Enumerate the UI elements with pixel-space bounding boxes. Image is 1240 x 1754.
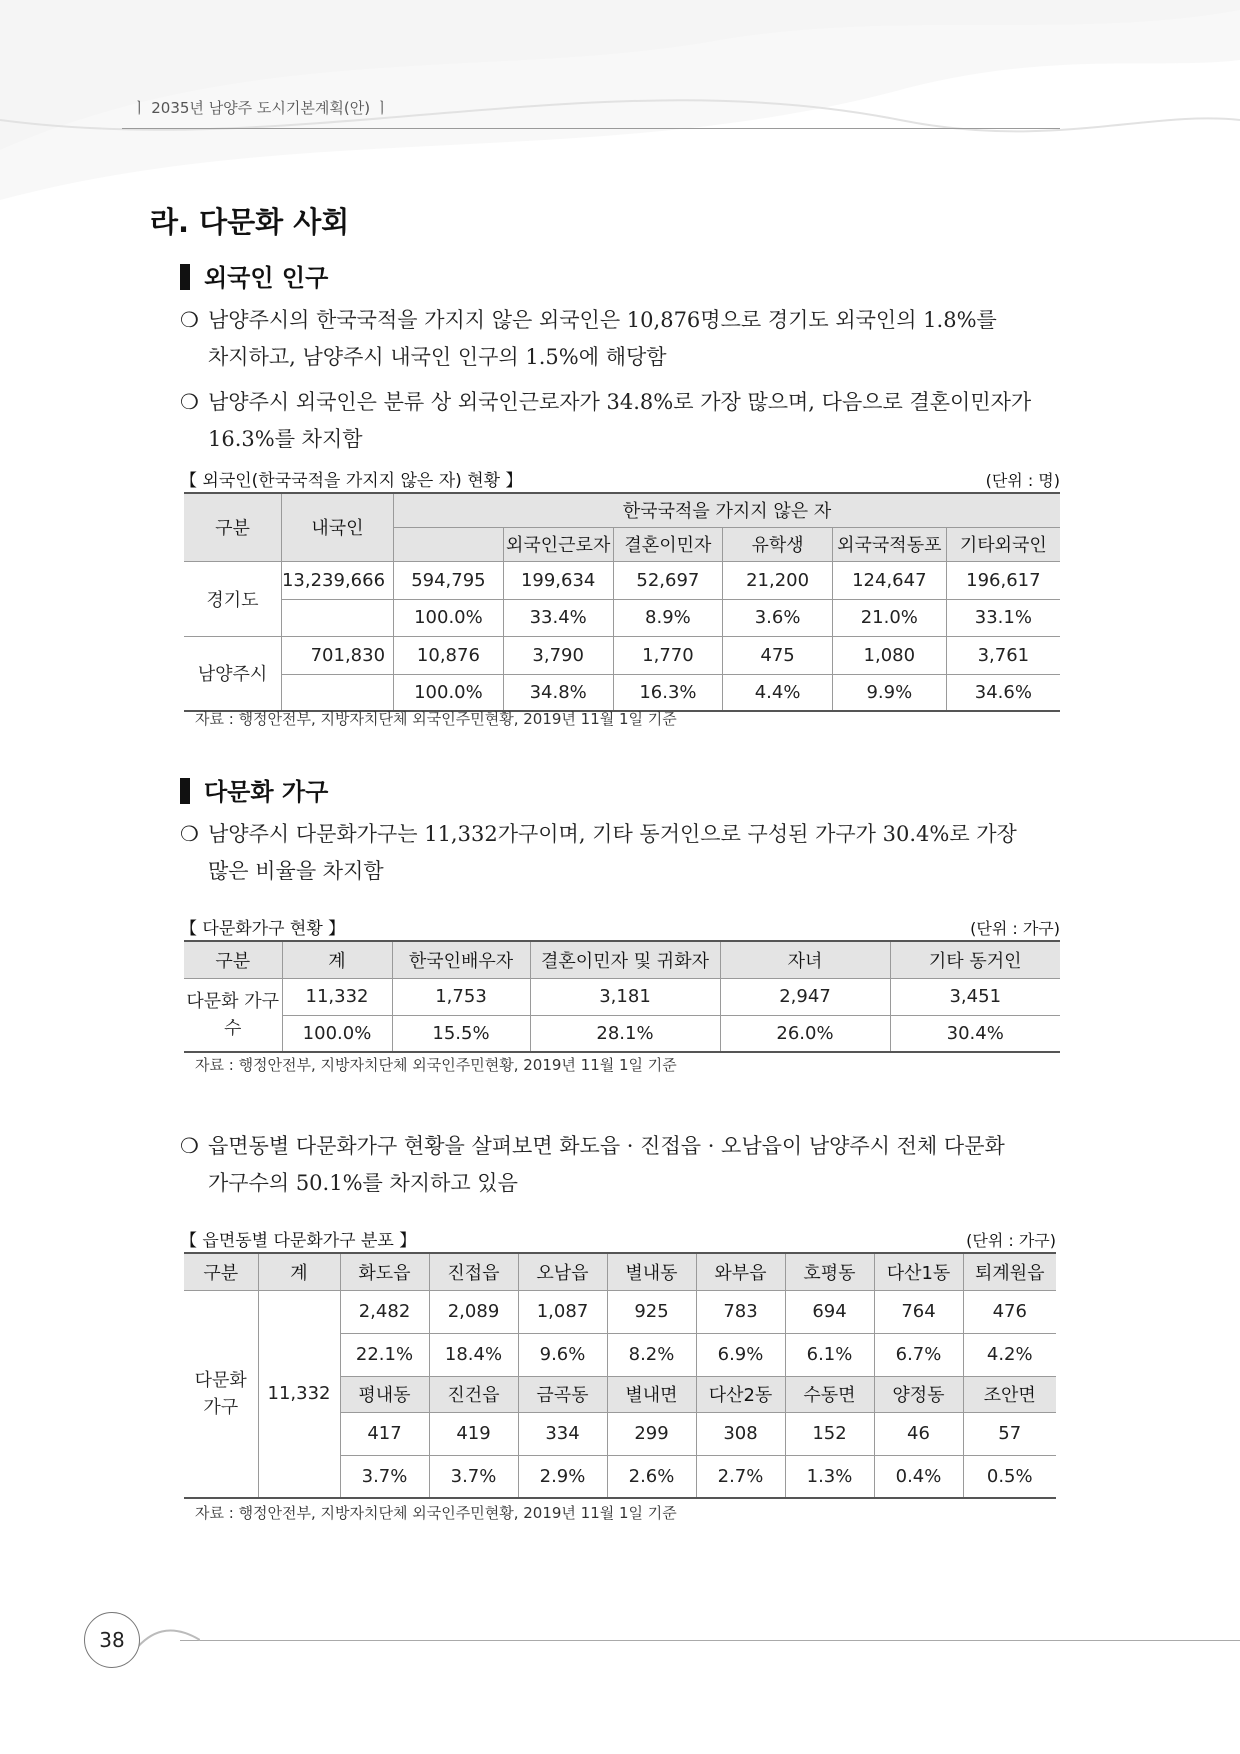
cell: 2,089 [429, 1290, 518, 1333]
cell: 925 [607, 1290, 696, 1333]
header-total: 계 [258, 1253, 340, 1290]
header-col: 한국인배우자 [392, 941, 530, 978]
cell: 124,647 [832, 561, 946, 599]
cell: 694 [785, 1290, 874, 1333]
cell: 3.7% [340, 1455, 429, 1498]
cell: 701,830 [281, 636, 393, 674]
cell: 3,790 [503, 636, 613, 674]
district-name: 별내면 [607, 1376, 696, 1412]
cell: 2.9% [518, 1455, 607, 1498]
cell: 26.0% [720, 1015, 890, 1052]
cell: 9.6% [518, 1333, 607, 1376]
cell: 57 [963, 1412, 1056, 1455]
cell: 476 [963, 1290, 1056, 1333]
cell: 8.2% [607, 1333, 696, 1376]
cell: 1,770 [613, 636, 723, 674]
cell: 475 [723, 636, 833, 674]
cell: 1,080 [832, 636, 946, 674]
cell: 152 [785, 1412, 874, 1455]
header-col: 결혼이민자 및 귀화자 [530, 941, 720, 978]
cell: 0.4% [874, 1455, 963, 1498]
cell: 308 [696, 1412, 785, 1455]
cell: 1,087 [518, 1290, 607, 1333]
section-title: 라. 다문화 사회 [150, 205, 350, 239]
cell: 100.0% [394, 599, 504, 636]
cell: 11,332 [282, 978, 392, 1015]
district-name: 와부읍 [696, 1253, 785, 1290]
table-source-district: 자료 : 행정안전부, 지방자치단체 외국인주민현황, 2019년 11월 1일 기준 [195, 1504, 677, 1522]
cell: 34.6% [946, 674, 1060, 711]
cell: 2,947 [720, 978, 890, 1015]
table-caption-foreign: 【 외국인(한국국적을 가지지 않은 자) 현황 】 [180, 471, 523, 491]
header-rule [122, 128, 1060, 129]
cell: 783 [696, 1290, 785, 1333]
header-col: 외국인근로자 [503, 527, 613, 561]
cell: 46 [874, 1412, 963, 1455]
district-name: 진건읍 [429, 1376, 518, 1412]
district-name: 수동면 [785, 1376, 874, 1412]
cell: 21.0% [832, 599, 946, 636]
cell: 1,753 [392, 978, 530, 1015]
cell: 33.1% [946, 599, 1060, 636]
cell: 33.4% [503, 599, 613, 636]
cell: 419 [429, 1412, 518, 1455]
table-row [184, 674, 1060, 711]
district-name: 오남읍 [518, 1253, 607, 1290]
heading-bar-icon [180, 778, 190, 804]
cell: 10,876 [394, 636, 504, 674]
table-caption-multicultural: 【 다문화가구 현황 】 [180, 919, 346, 939]
cell: 6.1% [785, 1333, 874, 1376]
table-row [184, 561, 1060, 599]
district-name: 다산2동 [696, 1376, 785, 1412]
district-name: 별내동 [607, 1253, 696, 1290]
heading-bar-icon [180, 264, 190, 290]
cell: 3,451 [890, 978, 1060, 1015]
district-name: 퇴계원읍 [963, 1253, 1056, 1290]
paragraph-district: ❍ 읍면동별 다문화가구 현황을 살펴보면 화도읍 · 진접읍 · 오남읍이 남양주시 전체 다문화 가구수의 50.1%를 차지하고 있음 [180, 1134, 1005, 1195]
header-col: 외국국적동포 [832, 527, 946, 561]
cell: 196,617 [946, 561, 1060, 599]
table-row [184, 636, 1060, 674]
table-caption-district: 【 읍면동별 다문화가구 분포 】 [180, 1231, 417, 1251]
cell: 34.8% [503, 674, 613, 711]
cell: 2,482 [340, 1290, 429, 1333]
table-source-foreign: 자료 : 행정안전부, 지방자치단체 외국인주민현황, 2019년 11월 1일 기준 [195, 710, 677, 728]
header-col: 기타 동거인 [890, 941, 1060, 978]
cell: 100.0% [282, 1015, 392, 1052]
header-col: 자녀 [720, 941, 890, 978]
header-gubun: 구분 [184, 1253, 258, 1290]
row-label: 다문화 가구 [184, 1290, 258, 1498]
header-col: 결혼이민자 [613, 527, 723, 561]
cell: 6.9% [696, 1333, 785, 1376]
foreign-population-table [184, 492, 1060, 712]
paragraph-foreign-1: ❍ 남양주시의 한국국적을 가지지 않은 외국인은 10,876명으로 경기도 외국인의 1.8%를 차지하고, 남양주시 내국인 인구의 1.5%에 해당함 [180, 308, 997, 369]
table-unit-foreign: (단위 : 명) [985, 471, 1060, 490]
district-name: 진접읍 [429, 1253, 518, 1290]
cell: 0.5% [963, 1455, 1056, 1498]
header-blank [394, 527, 504, 561]
cell: 16.3% [613, 674, 723, 711]
cell: 2.7% [696, 1455, 785, 1498]
paragraph-foreign-2: ❍ 남양주시 외국인은 분류 상 외국인근로자가 34.8%로 가장 많으며, 다음으로 결혼이민자가 16.3%를 차지함 [180, 390, 1032, 451]
district-name: 호평동 [785, 1253, 874, 1290]
total-cell: 11,332 [258, 1290, 340, 1498]
subsection-heading-foreign: 외국인 인구 [180, 258, 328, 293]
header-col: 유학생 [723, 527, 833, 561]
cell: 3.7% [429, 1455, 518, 1498]
table-source-multicultural: 자료 : 행정안전부, 지방자치단체 외국인주민현황, 2019년 11월 1일 기준 [195, 1056, 677, 1074]
cell: 9.9% [832, 674, 946, 711]
cell: 764 [874, 1290, 963, 1333]
header-gubun: 구분 [184, 493, 281, 561]
cell: 21,200 [723, 561, 833, 599]
cell: 30.4% [890, 1015, 1060, 1052]
district-name: 조안면 [963, 1376, 1056, 1412]
cell: 15.5% [392, 1015, 530, 1052]
table-row [184, 599, 1060, 636]
cell: 13,239,666 [281, 561, 393, 599]
cell: 199,634 [503, 561, 613, 599]
district-name: 양정동 [874, 1376, 963, 1412]
footer-rule [180, 1640, 1240, 1641]
cell: 1.3% [785, 1455, 874, 1498]
paragraph-multicultural: ❍ 남양주시 다문화가구는 11,332가구이며, 기타 동거인으로 구성된 가구가 30.4%로 가장 많은 비율을 차지함 [180, 822, 1017, 883]
cell: 4.4% [723, 674, 833, 711]
table-row [184, 978, 1060, 1015]
cell: 2.6% [607, 1455, 696, 1498]
district-name: 금곡동 [518, 1376, 607, 1412]
table-row [184, 1290, 1056, 1333]
header-col: 기타외국인 [946, 527, 1060, 561]
cell: 6.7% [874, 1333, 963, 1376]
row-label: 경기도 [184, 561, 281, 636]
cell: 3,181 [530, 978, 720, 1015]
running-header: ㅣ 2035년 남양주 도시기본계획(안) ㅣ [132, 99, 390, 117]
table-row [184, 1015, 1060, 1052]
district-name: 평내동 [340, 1376, 429, 1412]
row-label: 다문화 가구수 [184, 978, 282, 1052]
multicultural-household-table [184, 940, 1060, 1053]
cell: 417 [340, 1412, 429, 1455]
cell-empty [281, 599, 393, 636]
cell: 8.9% [613, 599, 723, 636]
cell: 3.6% [723, 599, 833, 636]
footer-swoosh-decoration [130, 1612, 200, 1652]
table-unit-district: (단위 : 가구) [966, 1231, 1056, 1250]
cell-empty [281, 674, 393, 711]
cell: 22.1% [340, 1333, 429, 1376]
cell: 18.4% [429, 1333, 518, 1376]
row-label: 남양주시 [184, 636, 281, 711]
table-unit-multicultural: (단위 : 가구) [970, 919, 1060, 938]
subsection-heading-multicultural: 다문화 가구 [180, 772, 328, 807]
cell: 299 [607, 1412, 696, 1455]
page-number: 38 [84, 1612, 140, 1668]
cell: 334 [518, 1412, 607, 1455]
header-group: 한국국적을 가지지 않은 자 [394, 493, 1060, 527]
header-col: 구분 [184, 941, 282, 978]
district-name: 화도읍 [340, 1253, 429, 1290]
cell: 4.2% [963, 1333, 1056, 1376]
cell: 52,697 [613, 561, 723, 599]
district-distribution-table [184, 1252, 1056, 1499]
header-col: 계 [282, 941, 392, 978]
cell: 28.1% [530, 1015, 720, 1052]
cell: 100.0% [394, 674, 504, 711]
cell: 594,795 [394, 561, 504, 599]
district-name: 다산1동 [874, 1253, 963, 1290]
cell: 3,761 [946, 636, 1060, 674]
header-domestic: 내국인 [281, 493, 393, 561]
